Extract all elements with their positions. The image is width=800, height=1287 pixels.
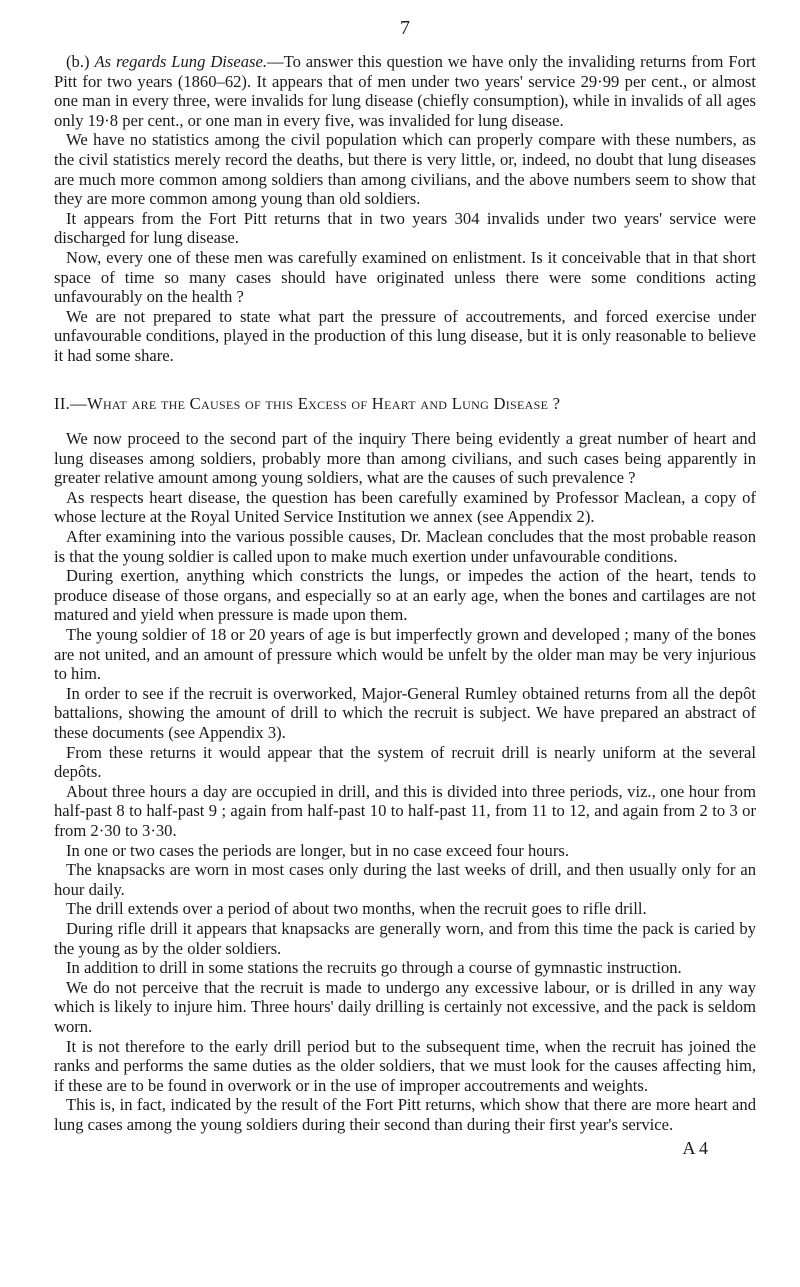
paragraph-b-3: It appears from the Fort Pitt returns that in two years 304 invalids under two years' service were discharged for lung disease.	[54, 208, 756, 248]
section-b	[54, 52, 756, 366]
paragraph-text: —To answer this question we have only the invaliding returns from Fort Pitt for two years (1860–62). It appears that of men under two years' service 29·99 per cent., or almost one man in every three, were invalids for lung disease (chiefly consumption), while in invalids of all ages only 19·8 per cent., or one man in every five, was invalided for lung disease.	[54, 52, 756, 130]
paragraph-2-4: During exertion, anything which constricts the lungs, or impedes the action of the heart, tends to produce disease of those organs, and especially so at an early age, when the bones and cartilages are not matured and yield when pressure is made upon them.	[54, 566, 756, 625]
paragraph-2-16: This is, in fact, indicated by the result of the Fort Pitt returns, which show that there are more heart and lung cases among the young soldiers during their second than during their first year's service.	[54, 1095, 756, 1134]
paragraph-b-1	[54, 52, 756, 130]
paragraph-2-15: It is not therefore to the early drill period but to the subsequent time, when the recruit has joined the ranks and performs the same duties as the older soldiers, that we must look for the causes affecting him, if these are to be found in overwork or in the use of improper accoutrements and weights.	[54, 1036, 756, 1095]
section-heading: II.—What are the Causes of this Excess of Heart and Lung Disease ?	[54, 393, 561, 413]
paragraph-b-4: Now, every one of these men was carefully examined on enlistment. Is it conceivable that in that short space of time so many cases should have originated unless there were some conditions acting unfavourably on the health ?	[54, 247, 756, 307]
paragraph-2-11: The drill extends over a period of about two months, when the recruit goes to rifle drill.	[66, 899, 647, 919]
paragraph-2-7: From these returns it would appear that the system of recruit drill is nearly uniform at the several depôts.	[54, 742, 756, 782]
paragraph-2-1: We now proceed to the second part of the inquiry There being evidently a great number of heart and lung diseases among soldiers, probably more than among civilians, and such cases being apparently in greater relative amount among young soldiers, what are the causes of such prevalence ?	[54, 429, 756, 488]
page-number: 7	[400, 17, 410, 39]
paragraph-b-2: We have no statistics among the civil population which can properly compare with these numbers, as the civil statistics merely record the deaths, but there is very little, or, indeed, no doubt that lung diseases are much more common among soldiers than among civilians, and the above numbers seem to show that they are more common among young than old soldiers.	[54, 130, 756, 209]
paragraph-2-14: We do not perceive that the recruit is made to undergo any excessive labour, or is drilled in any way which is likely to injure him. Three hours' daily drilling is certainly not excessive, and the pack is seldom worn.	[54, 977, 756, 1036]
paragraph-2-13: In addition to drill in some stations the recruits go through a course of gymnastic instruction.	[66, 958, 682, 978]
section-b-title: As regards Lung Disease.	[94, 52, 268, 71]
paragraph-b-5: We are not prepared to state what part the pressure of accoutrements, and forced exercise under unfavourable conditions, played in the production of this lung disease, but it is only reasonable to believe it had some share.	[54, 306, 756, 365]
paragraph-2-12: During rifle drill it appears that knapsacks are generally worn, and from this time the pack is caried by the young as by the older soldiers.	[54, 918, 756, 958]
paragraph-2-8: About three hours a day are occupied in drill, and this is divided into three periods, viz., one hour from half-past 8 to half-past 9 ; again from half-past 10 to half-past 11, from 11 to 12, and again from 2 to 3 or from 2·30 to 3·30.	[54, 781, 756, 840]
paragraph-2-9: In one or two cases the periods are longer, but in no case exceed four hours.	[66, 840, 569, 860]
paragraph-2-5: The young soldier of 18 or 20 years of age is but imperfectly grown and developed ; many of the bones are not united, and an amount of pressure which would be unfelt by the older man may be very injurious to him.	[54, 625, 756, 684]
paragraph-2-6: In order to see if the recruit is overworked, Major-General Rumley obtained returns from all the depôt battalions, showing the amount of drill to which the recruit is subject. We have prepared an abstract of these documents (see Appendix 3).	[54, 683, 756, 742]
section-2	[54, 429, 756, 1134]
paragraph-2-3: After examining into the various possible causes, Dr. Maclean concludes that the most probable reason is that the young soldier is called upon to make much exertion under unfavourable conditions.	[54, 527, 756, 566]
paragraph-2-10: The knapsacks are worn in most cases only during the last weeks of drill, and then usually only for an hour daily.	[54, 860, 756, 899]
section-b-label: (b.)	[66, 52, 90, 71]
signature-mark: A 4	[682, 1138, 708, 1159]
paragraph-2-2: As respects heart disease, the question has been carefully examined by Professor Maclean, a copy of whose lecture at the Royal United Service Institution we annex (see Appendix 2).	[54, 487, 756, 527]
